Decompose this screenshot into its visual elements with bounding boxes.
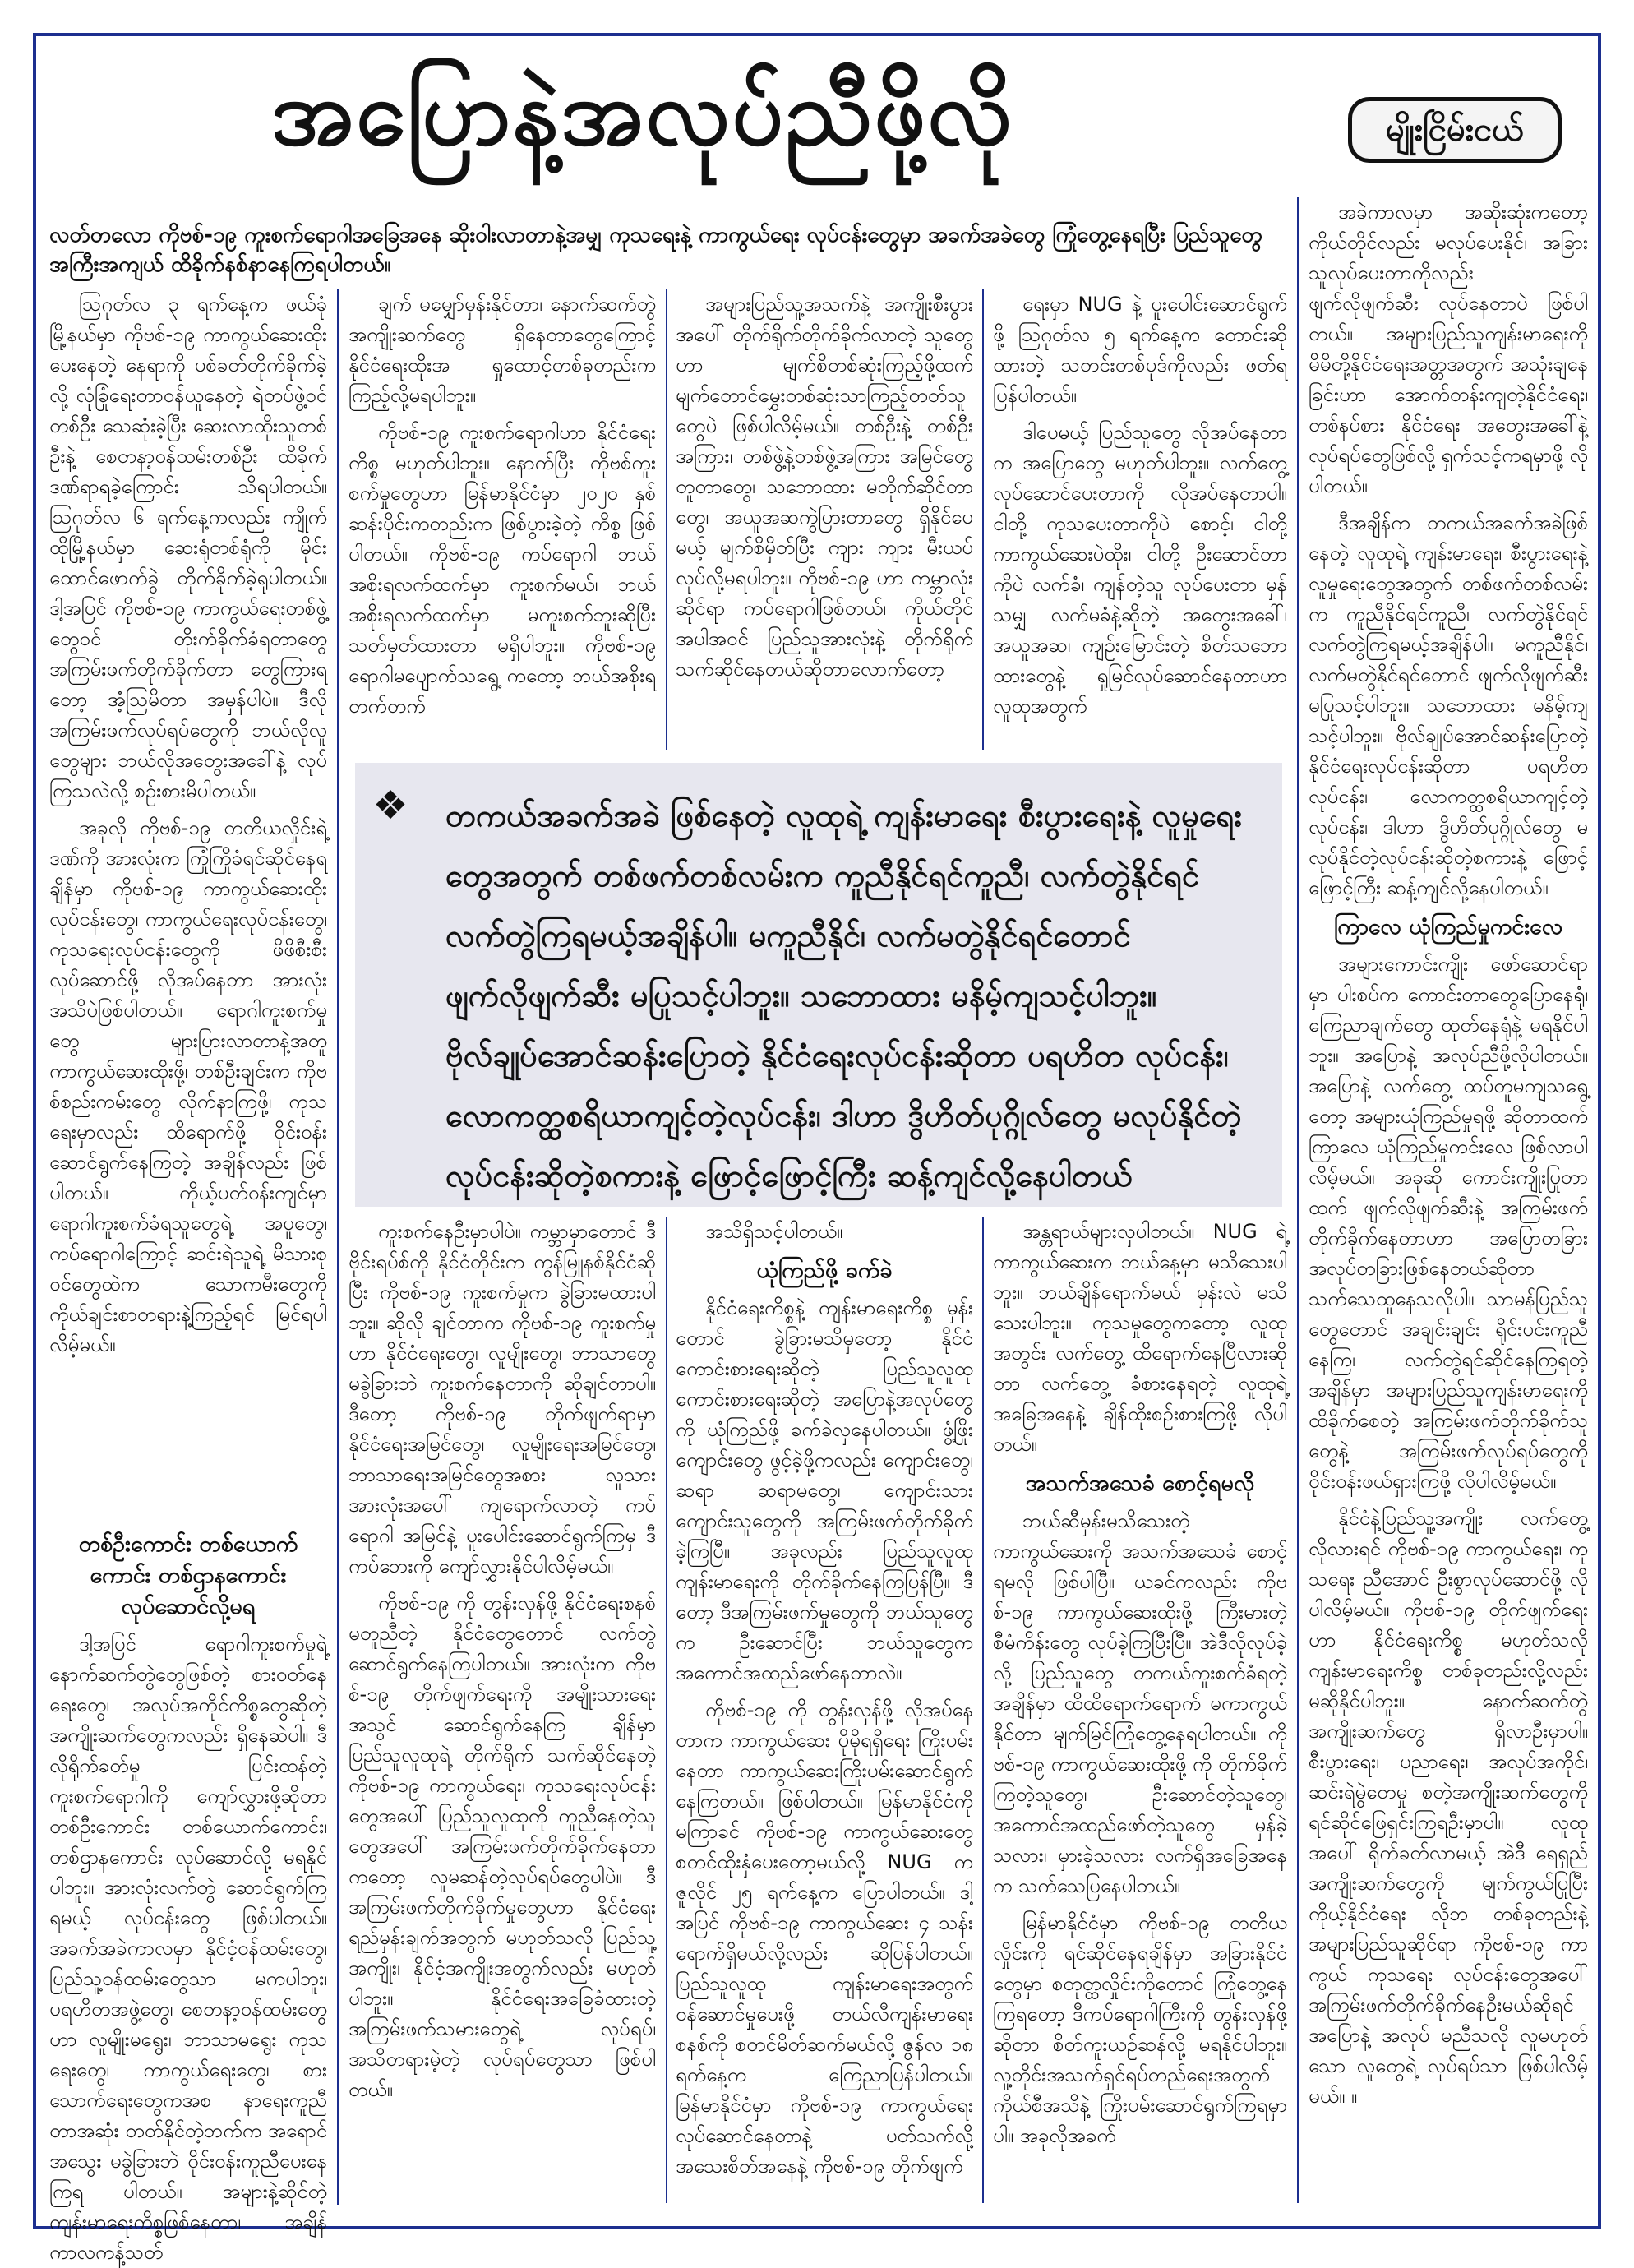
paragraph: ကိုဗစ်-၁၉ ကို တွန်းလှန်ဖို့ လိုအပ်နေတာက ကာကွယ်ဆေး ပိုမိုရရှိရေး ကြိုးပမ်းနေတာ ကာကွယ်ဆေးကြိုးပမ်းဆောင်ရွက်နေကြတယ်။ ဖြစ်ပါတယ်။ မြန်မာနိုင်ငံကို မကြာခင် ကိုဗစ်-၁၉ ကာကွယ်ဆေးတွေ စတင်ထိုးနှံပေးတော့မယ်လို့ NUG က ဇူလိုင် ၂၅ ရက်နေ့က ပြောပါတယ်။ ဒါ့အပြင် ကိုဗစ်-၁၉ ကာကွယ်ဆေး ၄ သန်း ရောက်ရှိမယ်လို့လည်း ဆိုပြန်ပါတယ်။ ပြည်သူလူထု ကျန်းမာရေးအတွက် ဝန်ဆောင်မှုပေးဖို့ တယ်လီကျန်းမာရေးစနစ်ကို စတင်မိတ်ဆက်မယ်လို့ ဇွန်လ ၁၈ ရက်နေ့က ကြေညာပြန်ပါတယ်။ မြန်မာနိုင်ငံမှာ ကိုဗစ်-၁၉ ကာကွယ်ရေး လုပ်ဆောင်နေတာနဲ့ ပတ်သက်လို့ အသေးစိတ်အနေနဲ့ ကိုဗစ်-၁၉ တိုက်ဖျက် <box>676 1698 973 2178</box>
author-byline: မျိုးငြိမ်းငယ် <box>1348 97 1562 163</box>
pull-quote-text: တကယ်အခက်အခဲ ဖြစ်နေတဲ့ လူထုရဲ့ ကျန်းမာရေး စီးပွားရေးနဲ့ လူမှုရေးတွေအတွက် တစ်ဖက်တစ်လမ်းက ကူညီနိုင်ရင်ကူညီ၊ လက်တွဲနိုင်ရင် လက်တွဲကြရမယ့်အချိန်ပါ။ မကူညီနိုင်၊ လက်မတွဲနိုင်ရင်တောင် ဖျက်လိုဖျက်ဆီး မပြုသင့်ပါဘူး။ သဘောထား မနိမ့်ကျသင့်ပါဘူး။ ဗိုလ်ချုပ်အောင်ဆန်းပြောတဲ့ နိုင်ငံရေးလုပ်ငန်းဆိုတာ ပရဟိတ လုပ်ငန်း၊ လောကတ္ထစရိယာကျင့်တဲ့လုပ်ငန်း၊ ဒါဟာ ဒွိဟိတ်ပုဂ္ဂိုလ်တွေ မလုပ်နိုင်တဲ့ လုပ်ငန်းဆိုတဲ့စကားနဲ့ ဖြောင့်ဖြောင့်ကြီး ဆန့်ကျင်လို့နေပါတယ် <box>445 797 1242 1194</box>
paragraph: အခုလို ကိုဗစ်-၁၉ တတိယလှိုင်းရဲ့ ဒဏ်ကို အားလုံးက ကြုံကြိုခံရင်ဆိုင်နေရချိန်မှာ ကိုဗစ်-၁၉ ကာကွယ်ဆေးထိုး လုပ်ငန်းတွေ၊ ကာကွယ်ရေးလုပ်ငန်းတွေ၊ ကုသရေးလုပ်ငန်းတွေကို ဖိဖိစီးစီး လုပ်ဆောင်ဖို့ လိုအပ်နေတာ အားလုံးအသိပဲဖြစ်ပါတယ်။ ရောဂါကူးစက်မှုတွေ များပြားလာတာနဲ့အတူ ကာကွယ်ဆေးထိုးဖို့၊ တစ်ဦးချင်းက ကိုဗစ်စည်းကမ်းတွေ လိုက်နာကြဖို့၊ ကုသရေးမှာလည်း ထိရောက်ဖို့ ဝိုင်းဝန်းဆောင်ရွက်နေကြတဲ့ အချိန်လည်း ဖြစ်ပါတယ်။ ကိုယ့်ပတ်ဝန်းကျင်မှာ ရောဂါကူးစက်ခံရသူတွေရဲ့ အပူတွေ၊ ကပ်ရောဂါကြောင့် ဆင်းရဲသူရဲ့ မိသားစုဝင်တွေထဲက သောကမီးတွေကို ကိုယ်ချင်းစာတရားနဲ့ကြည့်ရင် မြင်ရပါလိမ့်မယ်။ <box>49 816 327 1356</box>
paragraph: နိုင်ငံရေးကိစ္စနဲ့ ကျန်းမာရေးကိစ္စ မှန်းတောင် ခွဲခြားမသိမှတော့ နိုင်ငံကောင်းစားရေးဆိုတဲ့ ပြည်သူလူထု ကောင်းစားရေးဆိုတဲ့ အပြောနဲ့အလုပ်တွေကို ယုံကြည်ဖို့ ခက်ခဲလှနေပါတယ်။ ဖွံ့ဖြိုးကျောင်းတွေ ဖွင့်ခဲ့ဖို့ကလည်း ကျောင်းတွေ၊ ဆရာ ဆရာမတွေ၊ ကျောင်းသားကျောင်းသူတွေကို အကြမ်းဖက်တိုက်ခိုက်ခဲ့ကြပြီ။ အခုလည်း ပြည်သူလူထုကျန်းမာရေးကို တိုက်ခိုက်နေကြပြန်ပြီ။ ဒီတော့ ဒီအကြမ်းဖက်မှုတွေကို ဘယ်သူတွေက ဦးဆောင်ပြီး ဘယ်သူတွေက အကောင်အထည်ဖော်နေတာလဲ။ <box>676 1296 973 1684</box>
section-heading: အသက်အသေခံ စောင့်ရမလို <box>1025 1471 1255 1496</box>
column-rule <box>666 1217 667 2203</box>
paragraph: ဒါပေမယ့် ပြည်သူတွေ လိုအပ်နေတာက အပြောတွေ မဟုတ်ပါဘူး။ လက်တွေ့လုပ်ဆောင်ပေးတာကို လိုအပ်နေတာပါ။ ငါတို့ ကုသပေးတာကိုပဲ စောင့်၊ ငါတို့ ကာကွယ်ဆေးပဲထိုး၊ ငါတို့ ဦးဆောင်တာကိုပဲ လက်ခံ၊ ကျန်တဲ့သူ လုပ်ပေးတာ မှန်သမျှ လက်မခံနဲ့ဆိုတဲ့ အတွေးအခေါ်၊ အယူအဆ၊ ကျဉ်းမြောင်းတဲ့ စိတ်သဘောထားတွေနဲ့ ရှုမြင်လုပ်ဆောင်နေတာဟာ လူထုအတွက် <box>993 421 1287 718</box>
paragraph: ဒါ့အပြင် ရောဂါကူးစက်မှုရဲ့ နောက်ဆက်တွဲတွေဖြစ်တဲ့ စားဝတ်နေရေးတွေ၊ အလုပ်အကိုင်ကိစ္စတွေဆိုတဲ့ အကျိုးဆက်တွေကလည်း ရှိနေဆဲပါ။ ဒီလိုရိုက်ခတ်မှု ပြင်းထန်တဲ့ ကူးစက်ရောဂါကို ကျော်လွှားဖို့ဆိုတာ တစ်ဦးကောင်း တစ်ယောက်ကောင်း၊ တစ်ဌာနကောင်း လုပ်ဆောင်လို့ မရနိုင်ပါဘူး။ အားလုံးလက်တွဲ ဆောင်ရွက်ကြရမယ့် လုပ်ငန်းတွေ ဖြစ်ပါတယ်။ အခက်အခဲကာလမှာ နိုင်ငံ့ဝန်ထမ်းတွေ၊ ပြည်သူ့ဝန်ထမ်းတွေသာ မကပါဘူး၊ ပရဟိတအဖွဲ့တွေ၊ စေတနာ့ဝန်ထမ်းတွေဟာ လူမျိုးမရွေး၊ ဘာသာမရွေး ကုသရေးတွေ၊ ကာကွယ်ရေးတွေ၊ စားသောက်ရေးတွေကအစ နာရေးကူညီတာအဆုံး တတ်နိုင်တဲ့ဘက်က အရောင်အသွေး မခွဲခြားဘဲ ဝိုင်းဝန်းကူညီပေးနေကြရ ပါတယ်။ အများနဲ့ဆိုင်တဲ့ ကျန်းမာရေးကိစ္စဖြစ်နေတာ၊ အချိန်ကာလကန့်သတ် <box>49 1633 327 2264</box>
column-3-top <box>676 289 973 750</box>
column-rule <box>1297 197 1299 2203</box>
quote-diamond-icon: ❖ <box>372 783 408 829</box>
pull-quote <box>355 763 1282 1207</box>
column-2-top <box>348 289 656 750</box>
paragraph: အခဲကာလမှာ အဆိုးဆုံးကတော့ ကိုယ်တိုင်လည်း မလုပ်ပေးနိုင်၊ အခြားသူလုပ်ပေးတာကိုလည်း ဖျက်လိုဖျက်ဆီး လုပ်နေတာပဲ ဖြစ်ပါတယ်။ အများပြည်သူကျန်းမာရေးကို မိမိတို့နိုင်ငံရေးအတ္တအတွက် အသုံးချနေခြင်းဟာ အောက်တန်းကျတဲ့နိုင်ငံရေး၊ တစ်နပ်စား နိုင်ငံရေး အတွေးအခေါ်နဲ့ လုပ်ရပ်တွေဖြစ်လို့ ရှက်သင့်ကရမှာဖို့ လိုပါတယ်။ <box>1309 201 1588 497</box>
paragraph: အများပြည်သူ့အသက်နဲ့ အကျိုးစီးပွားအပေါ် တိုက်ရိုက်တိုက်ခိုက်လာတဲ့ သူတွေဟာ မျက်စိတစ်ဆုံးကြည့်ဖို့ထက် မျက်တောင်မွှေးတစ်ဆုံးသာကြည့်တတ်သူတွေပဲ ဖြစ်ပါလိမ့်မယ်။ တစ်ဦးနဲ့ တစ်ဦးအကြား၊ တစ်ဖွဲ့နဲ့တစ်ဖွဲ့အကြား အမြင်တွေတူတာတွေ၊ သဘောထား မတိုက်ဆိုင်တာတွေ၊ အယူအဆကွဲပြားတာတွေ ရှိနိုင်ပေမယ့် မျက်စိမှိတ်ပြီး ကျား ကျား မီးယပ် လုပ်လို့မရပါဘူး။ ကိုဗစ်-၁၉ ဟာ ကမ္ဘာလုံးဆိုင်ရာ ကပ်ရောဂါဖြစ်တယ်၊ ကိုယ်တိုင်အပါအဝင် ပြည်သူအားလုံးနဲ့ တိုက်ရိုက်သက်ဆိုင်နေတယ်ဆိုတာလောက်တော့ <box>676 293 973 681</box>
column-rule <box>982 1217 984 2203</box>
paragraph: ကူးစက်နေဦးမှာပါပဲ။ ကမ္ဘာမှာတောင် ဒီဗိုင်းရပ်စ်ကို နိုင်ငံတိုင်းက ကွန်မြူနစ်နိုင်ငံဆိုပြီး ကိုဗစ်-၁၉ ကူးစက်မှုက ခွဲခြားမထားပါဘူး။ ဆိုလို ချင်တာက ကိုဗစ်-၁၉ ကူးစက်မှုဟာ နိုင်ငံရေးတွေ၊ လူမျိုးတွေ၊ ဘာသာတွေ မခွဲခြားဘဲ ကူးစက်နေတာကို ဆိုချင်တာပါ။ ဒီတော့ ကိုဗစ်-၁၉ တိုက်ဖျက်ရာမှာ နိုင်ငံရေးအမြင်တွေ၊ လူမျိုးရေးအမြင်တွေ၊ ဘာသာရေးအမြင်တွေအစား လူသားအားလုံးအပေါ် ကျရောက်လာတဲ့ ကပ်ရောဂါ အမြင်နဲ့ ပူးပေါင်းဆောင်ရွက်ကြမှ ဒီကပ်ဘေးကို ကျော်လွှားနိုင်ပါလိမ့်မယ်။ <box>348 1220 656 1577</box>
paragraph: ရေးမှာ NUG နဲ့ ပူးပေါင်းဆောင်ရွက်ဖို့ ဩဂုတ်လ ၅ ရက်နေ့က တောင်းဆိုထားတဲ့ သတင်းတစ်ပုဒ်ကိုလည်း ဖတ်ရပြန်ပါတယ်။ <box>993 293 1287 407</box>
paragraph: နိုင်ငံနဲ့ပြည်သူ့အကျိုး လက်တွေ့လိုလားရင် ကိုဗစ်-၁၉ ကာကွယ်ရေး၊ ကုသရေး ညီအောင် ဦးစွာလုပ်ဆောင်ဖို့ လိုပါလိမ့်မယ်။ ကိုဗစ်-၁၉ တိုက်ဖျက်ရေးဟာ နိုင်ငံရေးကိစ္စ မဟုတ်သလို ကျန်းမာရေးကိစ္စ တစ်ခုတည်းလို့လည်း မဆိုနိုင်ပါဘူး။ နောက်ဆက်တွဲ အကျိုးဆက်တွေ ရှိလာဦးမှာပါ။ စီးပွားရေး၊ ပညာရေး၊ အလုပ်အကိုင်၊ ဆင်းရဲမွဲတေမှု စတဲ့အကျိုးဆက်တွေကို ရင်ဆိုင်ဖြေရှင်းကြရဦးမှာပါ။ လူထုအပေါ် ရိုက်ခတ်လာမယ့် အဲဒီ ရေရှည်အကျိုးဆက်တွေကို မျက်ကွယ်ပြုပြီး ကိုယ့်နိုင်ငံရေး လိုဘ တစ်ခုတည်းနဲ့ အများပြည်သူဆိုင်ရာ ကိုဗစ်-၁၉ ကာကွယ် ကုသရေး လုပ်ငန်းတွေအပေါ် အကြမ်းဖက်တိုက်ခိုက်နေဦးမယ်ဆိုရင် အပြောနဲ့ အလုပ် မညီသလို လူမဟုတ်သော လူတွေရဲ့ လုပ်ရပ်သာ ဖြစ်ပါလိမ့်မယ်။ ။ <box>1309 1507 1588 2108</box>
paragraph: ဩဂုတ်လ ၃ ရက်နေ့က ဖယ်ခုံမြို့နယ်မှာ ကိုဗစ်-၁၉ ကာကွယ်ဆေးထိုးပေးနေတဲ့ နေရာကို ပစ်ခတ်တိုက်ခိုက်ခဲ့လို့ လုံခြုံရေးတာဝန်ယူနေတဲ့ ရဲတပ်ဖွဲ့ဝင်တစ်ဦး သေဆုံးခဲ့ပြီး ဆေးလာထိုးသူတစ်ဦးနဲ့ စေတနာ့ဝန်ထမ်းတစ်ဦး ထိခိုက်ဒဏ်ရာရခဲ့ကြောင်း သိရပါတယ်။ ဩဂုတ်လ ၆ ရက်နေ့ကလည်း ကျိုက်ထိုမြို့နယ်မှာ ဆေးရုံတစ်ရုံကို မိုင်းထောင်ဖောက်ခွဲ တိုက်ခိုက်ခဲ့ရုပါတယ်။ ဒါ့အပြင် ကိုဗစ်-၁၉ ကာကွယ်ရေးတစ်ဖွဲ့တွေဝင် တိုးက်ခိုက်ခံရတာတွေ အကြမ်းဖက်တိုက်ခိုက်တာ တွေကြားရတော့ အံ့သြမိတာ အမှန်ပါပဲ။ ဒီလို အကြမ်းဖက်လုပ်ရပ်တွေကို ဘယ်လိုလူတွေများ ဘယ်လိုအတွေးအခေါ်နဲ့ လုပ်ကြသလဲလို့ စဉ်းစားမိပါတယ်။ <box>49 293 327 802</box>
paragraph: ချက် မမျှော်မှန်းနိုင်တာ၊ နောက်ဆက်တွဲ အကျိုးဆက်တွေ ရှိနေတာတွေကြောင့် နိုင်ငံရေးထိုးအ ရှုထောင့်တစ်ခုတည်းက ကြည့်လို့မရပါဘူး။ <box>348 293 656 407</box>
paragraph: ကိုဗစ်-၁၉ ကူးစက်ရောဂါဟာ နိုင်ငံရေးကိစ္စ မဟုတ်ပါဘူး။ နောက်ပြီး ကိုဗစ်ကူးစက်မှုတွေဟာ မြန်မာနိုင်ငံမှာ ၂၀၂၀ နှစ်ဆန်းပိုင်းကတည်းက ဖြစ်ပွားခဲ့တဲ့ ကိစ္စ ဖြစ်ပါတယ်။ ကိုဗစ်-၁၉ ကပ်ရောဂါ ဘယ်အစိုးရလက်ထက်မှာ ကူးစက်မယ်၊ ဘယ်အစိုးရလက်ထက်မှာ မကူးစက်ဘူးဆိုပြီး သတ်မှတ်ထားတာ မရှိပါဘူး။ ကိုဗစ်-၁၉ ရောဂါမပျောက်သရွေ့ ကတော့ ဘယ်အစိုးရတက်တက် <box>348 421 656 718</box>
column-1-bottom <box>49 1521 327 2264</box>
paragraph: ကိုဗစ်-၁၉ ကို တွန်းလှန်ဖို့ နိုင်ငံရေးစနစ် မတူညီတဲ့ နိုင်ငံတွေတောင် လက်တွဲ ဆောင်ရွက်နေကြပါတယ်။ အားလုံးက ကိုဗစ်-၁၉ တိုက်ဖျက်ရေးကို အမျိုးသားရေးအသွင် ဆောင်ရွက်နေကြ ချိန်မှာ ပြည်သူလူထုရဲ့ တိုက်ရိုက် သက်ဆိုင်နေတဲ့ ကိုဗစ်-၁၉ ကာကွယ်ရေး၊ ကုသရေးလုပ်ငန်းတွေအပေါ် ပြည်သူလူထုကို ကူညီနေတဲ့သူတွေအပေါ် အကြမ်းဖက်တိုက်ခိုက်နေတာကတော့ လူမဆန်တဲ့လုပ်ရပ်တွေပါပဲ။ ဒီအကြမ်းဖက်တိုက်ခိုက်မှုတွေဟာ နိုင်ငံရေးရည်မှန်းချက်အတွက် မဟုတ်သလို ပြည်သူ့အကျိုး၊ နိုင်ငံ့အကျိုးအတွက်လည်း မဟုတ်ပါဘူး။ နိုင်ငံရေးအခြေခံထားတဲ့ အကြမ်းဖက်သမားတွေရဲ့ လုပ်ရပ်၊ အသိတရားမဲ့တဲ့ လုပ်ရပ်တွေသာ ဖြစ်ပါတယ်။ <box>348 1591 656 2101</box>
paragraph: အန္တရာယ်များလှပါတယ်။ NUG ရဲ့ ကာကွယ်ဆေးက ဘယ်နေ့မှာ မသိသေးပါဘူး။ ဘယ်ချိန်ရောက်မယ် မှန်းလဲ မသိသေးပါဘူး။ ကုသမှုတွေကတော့ လူထုအတွင်း လက်တွေ့ ထိရောက်နေပြီလားဆိုတာ လက်တွေ့ ခံစားနေရတဲ့ လူထုရဲ့အခြေအနေနဲ့ ချိန်ထိုးစဉ်းစားကြဖို့ လိုပါတယ်။ <box>993 1220 1287 1456</box>
section-heading: ကြာလေ ယုံကြည်မှုကင်းလေ <box>1333 914 1563 940</box>
section-heading: ယုံကြည်ဖို့ ခက်ခဲ <box>756 1258 893 1283</box>
paragraph: အများကောင်းကျိုး ဖော်ဆောင်ရာမှာ ပါးစပ်က ကောင်းတာတွေပြောနေရုံ၊ ကြေညာချက်တွေ ထုတ်နေရုံနဲ့ မရနိုင်ပါဘူး။ အပြောနဲ့ အလုပ်ညီဖို့လိုပါတယ်။ အပြောနဲ့ လက်တွေ့ ထပ်တူမကျသရွေ့တော့ အများယုံကြည်မှုရဖို့ ဆိုတာထက် ကြာလေ ယုံကြည်မှုကင်းလေ ဖြစ်လာပါလိမ့်မယ်။ အခုဆို ကောင်းကျိုးပြုတာထက် ဖျက်လိုဖျက်ဆီးနဲ့ အကြမ်းဖက်တိုက်ခိုက်နေတာဟာ အပြောတခြား အလုပ်တခြားဖြစ်နေတယ်ဆိုတာ သက်သေထူနေသလိုပါ။ သာမန်ပြည်သူတွေတောင် အချင်းချင်း ရိုင်းပင်းကူညီနေကြ၊ လက်တွဲရင်ဆိုင်နေကြရတဲ့ အချိန်မှာ အများပြည်သူကျန်းမာရေးကို ထိခိုက်စေတဲ့ အကြမ်းဖက်တိုက်ခိုက်သူတွေနဲ့ အကြမ်းဖက်လုပ်ရပ်တွေကို ဝိုင်းဝန်းဖယ်ရှားကြဖို့ လိုပါလိမ့်မယ်။ <box>1309 953 1588 1493</box>
paragraph: ဒီအချိန်က တကယ်အခက်အခဲဖြစ်နေတဲ့ လူထုရဲ့ ကျန်းမာရေး၊ စီးပွားရေးနဲ့ လူမှုရေးတွေအတွက် တစ်ဖက်တစ်လမ်းက ကူညီနိုင်ရင်ကူညီ၊ လက်တွဲနိုင်ရင် လက်တွဲကြရမယ့်အချိန်ပါ။ မကူညီနိုင်၊ လက်မတွဲနိုင်ရင်တောင် ဖျက်လိုဖျက်ဆီး မပြုသင့်ပါဘူး။ သဘောထား မနိမ့်ကျသင့်ပါဘူး။ ဗိုလ်ချုပ်အောင်ဆန်းပြောတဲ့ နိုင်ငံရေးလုပ်ငန်းဆိုတာ ပရဟိတလုပ်ငန်း၊ လောကတ္ထစရိယာကျင့်တဲ့လုပ်ငန်း၊ ဒါဟာ ဒွိဟိတ်ပုဂ္ဂိုလ်တွေ မလုပ်နိုင်တဲ့လုပ်ငန်းဆိုတဲ့စကားနဲ့ ဖြောင့်ဖြောင့်ကြီး ဆန့်ကျင်လို့နေပါတယ်။ <box>1309 511 1588 899</box>
article-title: အပြောနဲ့အလုပ်ညီဖို့လို <box>271 59 1014 165</box>
column-3-bottom <box>676 1217 973 2203</box>
column-rule <box>982 289 984 750</box>
column-rule <box>337 289 339 2205</box>
paragraph: အသိရှိသင့်ပါတယ်။ <box>705 1220 843 1243</box>
paragraph: ဘယ်ဆီမှန်းမသိသေးတဲ့ ကာကွယ်ဆေးကို အသက်အသေခံ စောင့်ရမလို ဖြစ်ပါပြီ။ ယခင်ကလည်း ကိုဗစ်-၁၉ ကာကွယ်ဆေးထိုးဖို့ ကြီးမားတဲ့စီမံကိန်းတွေ လုပ်ခဲ့ကြပြီးပြီ။ အဲဒီလိုလုပ်ခဲ့လို့ ပြည်သူတွေ တကယ်ကူးစက်ခံရတဲ့အချိန်မှာ ထိထိရောက်ရောက် မကာကွယ်နိုင်တာ မျက်မြင်ကြုံတွေ့နေရပါတယ်။ ကိုဗစ်-၁၉ ကာကွယ်ဆေးထိုးဖို့ ကို တိုက်ခိုက်ကြတဲ့သူတွေ၊ ဦးဆောင်တဲ့သူတွေ၊ အကောင်အထည်ဖော်တဲ့သူတွေ မှန်ခဲ့သလား၊ မှားခဲ့သလား လက်ရှိအခြေအနေက သက်သေပြနေပါတယ်။ <box>993 1509 1287 1897</box>
column-rule <box>666 289 667 750</box>
article-intro: လတ်တလော ကိုဗစ်-၁၉ ကူးစက်ရောဂါအခြေအနေ ဆိုးဝါးလာတာနဲ့အမျှ ကုသရေးနဲ့ ကာကွယ်ရေး လုပ်ငန်းတွေမှာ အခက်အခဲတွေ ကြုံတွေ့နေရပြီး ပြည်သူတွေ အကြီးအကျယ် ထိခိုက်နစ်နာနေကြရပါတယ်။ <box>49 223 1262 277</box>
column-5 <box>1309 197 1588 2203</box>
column-4-bottom <box>993 1217 1287 2203</box>
section-heading: တစ်ဦးကောင်း တစ်ယောက်ကောင်း တစ်ဌာနကောင်း လုပ်ဆောင်လို့မရ <box>78 1531 298 1619</box>
column-1-top <box>49 289 327 1514</box>
column-2-bottom <box>348 1217 656 2203</box>
column-4-top <box>993 289 1287 750</box>
paragraph: မြန်မာနိုင်ငံမှာ ကိုဗစ်-၁၉ တတိယလှိုင်းကို ရင်ဆိုင်နေရချိန်မှာ အခြားနိုင်ငံတွေမှာ စတုတ္ထလှိုင်းကိုတောင် ကြုံတွေ့နေကြရတော့ ဒီကပ်ရောဂါကြီးကို တွန်းလှန်ဖို့ဆိုတာ စိတ်ကူးယဉ်ဆန်လို့ မရနိုင်ပါဘူး။ လူ့တိုင်းအသက်ရှင်ရပ်တည်ရေးအတွက် ကိုယ်စီအသိနဲ့ ကြိုးပမ်းဆောင်ရွက်ကြရမှာပါ။ အခုလိုအခက် <box>993 1911 1287 2147</box>
